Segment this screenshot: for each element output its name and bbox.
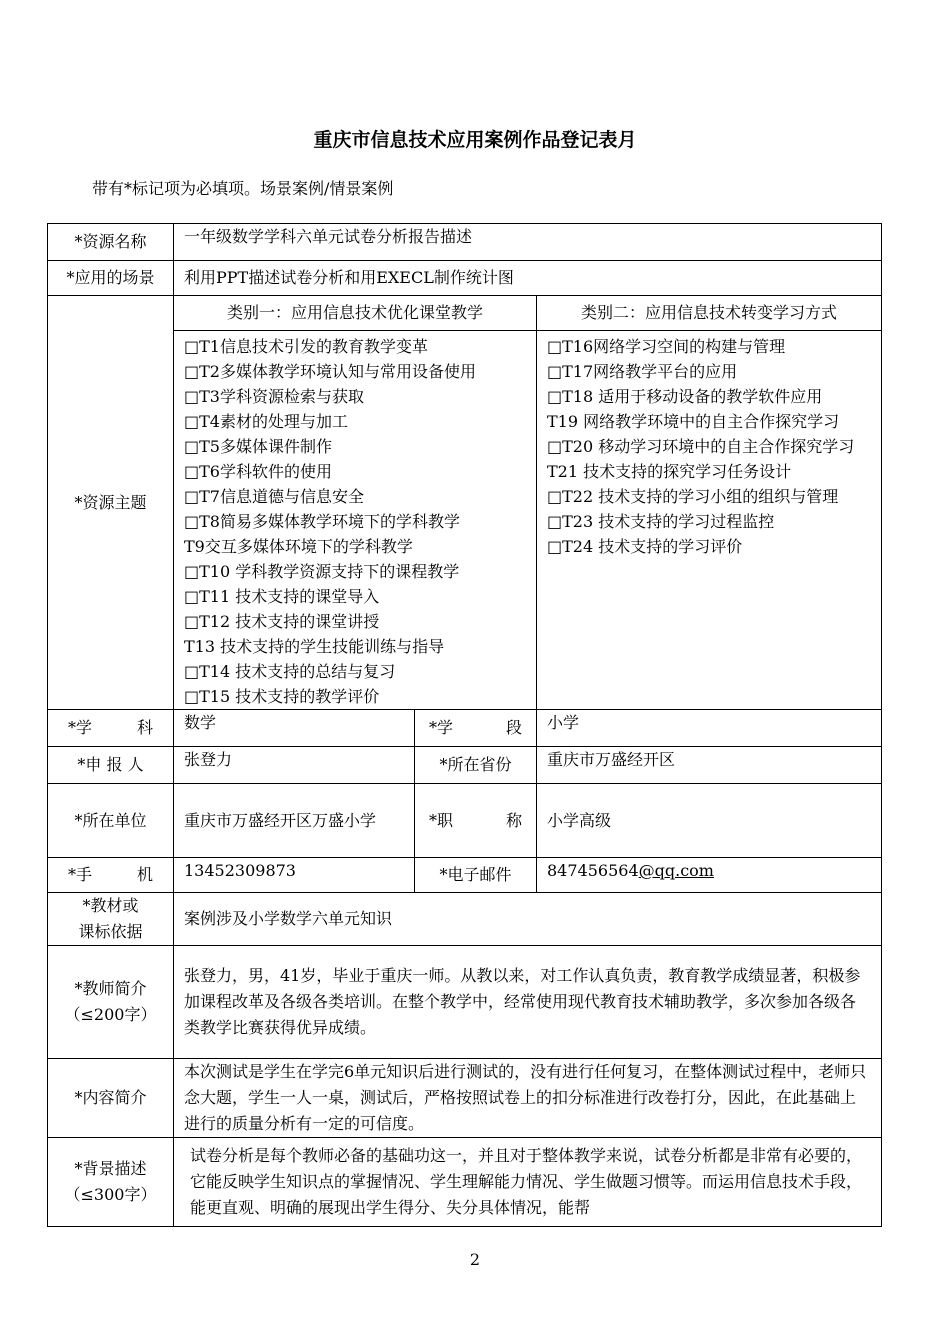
label-province: *所在省份 xyxy=(415,747,537,784)
row-basis xyxy=(48,893,882,946)
value-title-rank[interactable]: 小学高级 xyxy=(537,784,882,858)
label-subject: *学 科 xyxy=(48,710,174,747)
value-stage[interactable]: 小学 xyxy=(537,710,882,747)
topic-t6[interactable]: □T6学科软件的使用 xyxy=(184,462,332,481)
row-background xyxy=(48,1138,882,1227)
value-unit[interactable]: 重庆市万盛经开区万盛小学 xyxy=(174,784,415,858)
topic-t19[interactable]: T19 网络教学环境中的自主合作探究学习 xyxy=(547,412,840,431)
topic-t22[interactable]: □T22 技术支持的学习小组的组织与管理 xyxy=(547,487,839,506)
registration-form-table xyxy=(47,223,882,1227)
value-province[interactable]: 重庆市万盛经开区 xyxy=(537,747,882,784)
row-theme-header xyxy=(48,296,882,331)
topic-t23[interactable]: □T23 技术支持的学习过程监控 xyxy=(547,512,775,531)
page-number: 2 xyxy=(469,1250,481,1269)
label-basis: *教材或 课标依据 xyxy=(48,893,174,946)
topic-t18[interactable]: □T18 适用于移动设备的教学软件应用 xyxy=(547,387,823,406)
category-1-topic-list xyxy=(174,331,537,710)
topic-t17[interactable]: □T17网络教学平台的应用 xyxy=(547,362,738,381)
topic-t4[interactable]: □T4素材的处理与加工 xyxy=(184,412,348,431)
topic-t21[interactable]: T21 技术支持的探究学习任务设计 xyxy=(547,462,792,481)
value-basis[interactable]: 案例涉及小学数学六单元知识 xyxy=(174,893,882,946)
topic-t10[interactable]: □T10 学科教学资源支持下的课程教学 xyxy=(184,562,460,581)
value-background[interactable]: 试卷分析是每个教师必备的基础功这一，并且对于整体教学来说，试卷分析都是非常有必要的，它能反映学生知识点的掌握情况、学生理解能力情况、学生做题习惯等。而运用信息技术手段，能更直观、明确的展现出学生得分、失分具体情况，能帮 xyxy=(174,1138,882,1227)
topic-t1[interactable]: □T1信息技术引发的教育教学变革 xyxy=(184,337,428,356)
category-1-title: 类别一：应用信息技术优化课堂教学 xyxy=(174,296,537,331)
label-unit: *所在单位 xyxy=(48,784,174,858)
topic-t12[interactable]: □T12 技术支持的课堂讲授 xyxy=(184,612,380,631)
topic-t14[interactable]: □T14 技术支持的总结与复习 xyxy=(184,662,396,681)
label-email: *电子邮件 xyxy=(415,858,537,893)
row-subject-stage xyxy=(48,710,882,747)
row-mobile-email xyxy=(48,858,882,893)
value-applicant[interactable]: 张登力 xyxy=(174,747,415,784)
topic-t8[interactable]: □T8简易多媒体教学环境下的学科教学 xyxy=(184,512,460,531)
label-title-rank: *职 称 xyxy=(415,784,537,858)
topic-t9[interactable]: T9交互多媒体环境下的学科教学 xyxy=(184,537,413,556)
email-link[interactable]: @qq.com xyxy=(638,861,714,880)
topic-t7[interactable]: □T7信息道德与信息安全 xyxy=(184,487,364,506)
label-teacher: *教师简介 （≤200字） xyxy=(48,946,174,1059)
value-scene[interactable]: 利用PPT描述试卷分析和用EXECL制作统计图 xyxy=(174,261,882,296)
label-scene: *应用的场景 xyxy=(48,261,174,296)
value-subject[interactable]: 数学 xyxy=(174,710,415,747)
page-title: 重庆市信息技术应用案例作品登记表月 xyxy=(313,129,637,151)
category-2-topic-list xyxy=(537,331,882,710)
instruction-note: 带有*标记项为必填项。场景案例/情景案例 xyxy=(92,179,394,198)
value-email[interactable]: 847456564@qq.com xyxy=(537,858,882,893)
topic-t3[interactable]: □T3学科资源检索与获取 xyxy=(184,387,364,406)
category-2-title: 类别二：应用信息技术转变学习方式 xyxy=(537,296,882,331)
topic-t2[interactable]: □T2多媒体教学环境认知与常用设备使用 xyxy=(184,362,476,381)
topic-t16[interactable]: □T16网络学习空间的构建与管理 xyxy=(547,337,786,356)
label-background: *背景描述 （≤300字） xyxy=(48,1138,174,1227)
value-mobile[interactable]: 13452309873 xyxy=(174,858,415,893)
row-theme-topics xyxy=(48,331,882,710)
row-resource-name xyxy=(48,224,882,261)
row-teacher xyxy=(48,946,882,1059)
row-scene xyxy=(48,261,882,296)
topic-t5[interactable]: □T5多媒体课件制作 xyxy=(184,437,332,456)
label-content: *内容简介 xyxy=(48,1059,174,1138)
topic-t11[interactable]: □T11 技术支持的课堂导入 xyxy=(184,587,380,606)
topic-t15[interactable]: □T15 技术支持的教学评价 xyxy=(184,687,380,706)
topic-t20[interactable]: □T20 移动学习环境中的自主合作探究学习 xyxy=(547,437,855,456)
label-theme: *资源主题 xyxy=(48,296,174,710)
label-applicant: *申 报 人 xyxy=(48,747,174,784)
label-resource-name: *资源名称 xyxy=(48,224,174,261)
row-unit-title xyxy=(48,784,882,858)
row-applicant-province xyxy=(48,747,882,784)
value-content[interactable]: 本次测试是学生在学完6单元知识后进行测试的，没有进行任何复习，在整体测试过程中，老师只念大题，学生一人一桌，测试后，严格按照试卷上的扣分标准进行改卷打分，因此，在此基础上进行的质量分析有一定的可信度。 xyxy=(174,1059,882,1138)
topic-t24[interactable]: □T24 技术支持的学习评价 xyxy=(547,537,743,556)
topic-t13[interactable]: T13 技术支持的学生技能训练与指导 xyxy=(184,637,445,656)
row-content xyxy=(48,1059,882,1138)
value-resource-name[interactable]: 一年级数学学科六单元试卷分析报告描述 xyxy=(174,224,882,261)
value-teacher[interactable]: 张登力，男，41岁，毕业于重庆一师。从教以来，对工作认真负责，教育教学成绩显著，积极参加课程改革及各级各类培训。在整个教学中，经常使用现代教育技术辅助教学，多次参加各级各类教学比赛获得优异成绩。 xyxy=(174,946,882,1059)
label-stage: *学 段 xyxy=(415,710,537,747)
label-mobile: *手 机 xyxy=(48,858,174,893)
